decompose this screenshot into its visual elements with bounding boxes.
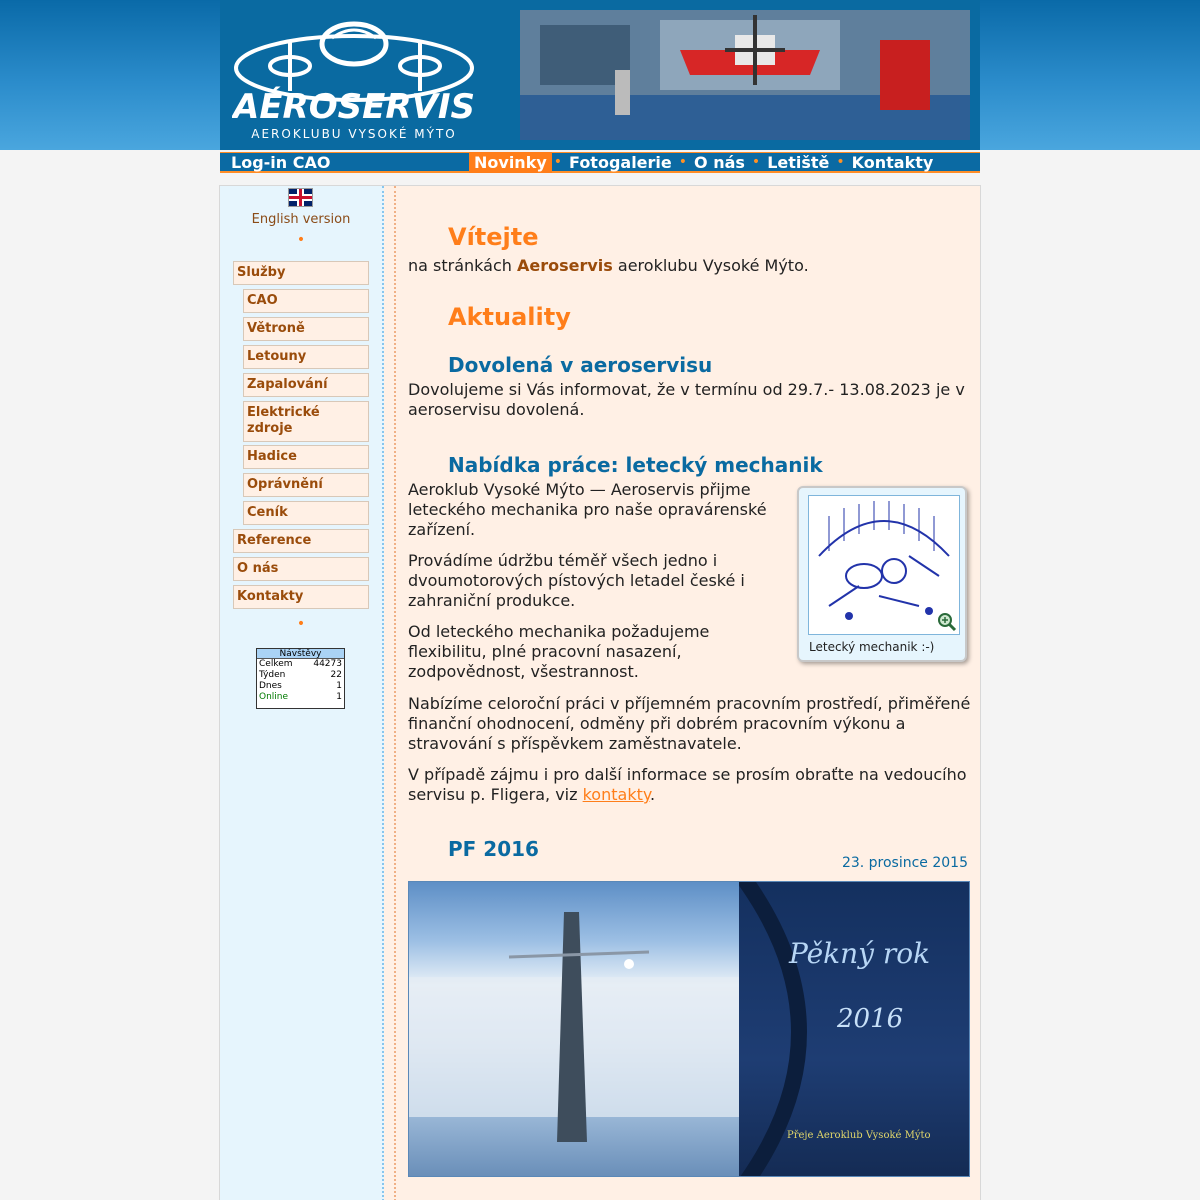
- nav-login-cao[interactable]: Log-in CAO: [231, 152, 331, 172]
- mechanic-figure[interactable]: [797, 486, 967, 662]
- sidebar-item-cenik[interactable]: Ceník: [243, 501, 369, 525]
- sidebar-item-cao[interactable]: CAO: [243, 289, 369, 313]
- welcome-title: Vítejte: [448, 223, 539, 251]
- pf-signature: Přeje Aeroklub Vysoké Mýto: [787, 1130, 931, 1141]
- nav-novinky[interactable]: Novinky: [469, 152, 552, 173]
- sidebar: [220, 186, 384, 1200]
- article-title: Nabídka práce: letecký mechanik: [448, 453, 823, 477]
- header: [220, 0, 980, 150]
- toplist-row: Celkem 44273: [259, 659, 342, 669]
- nav-separator: •: [836, 153, 845, 170]
- column-divider: [386, 186, 396, 1200]
- toplist-row: Týden 22: [259, 670, 342, 680]
- kontakty-link[interactable]: kontakty: [582, 785, 651, 804]
- nav-fotogalerie[interactable]: Fotogalerie: [569, 152, 672, 172]
- article-text: Od leteckého mechanika požadujeme flexibilitu, plné pracovní nasazení, zodpovědnost, všestrannost.: [408, 622, 710, 681]
- article-date: 23. prosince 2015: [841, 855, 968, 871]
- sidebar-item-elektricke-zdroje[interactable]: Elektrické zdroje: [243, 401, 369, 442]
- nav-separator: •: [553, 153, 563, 170]
- nav-separator: •: [678, 153, 688, 170]
- aeroservis-logo[interactable]: [232, 6, 477, 146]
- nav-letiste[interactable]: Letiště: [767, 152, 830, 172]
- figure-caption: Letecký mechanik :-): [809, 640, 935, 654]
- sidebar-item-hadice[interactable]: Hadice: [243, 445, 369, 469]
- logo-subtitle: AEROKLUBU VYSOKÉ MÝTO: [251, 127, 457, 141]
- logo-title: AÉROSERVIS: [233, 87, 475, 127]
- sidebar-item-opravneni[interactable]: Oprávnění: [243, 473, 369, 497]
- sidebar-item-reference[interactable]: Reference: [233, 529, 369, 553]
- hangar-photo: [520, 10, 970, 140]
- article-text: Nabízíme celoroční práci v příjemném pracovním prostředí, přiměřené finanční ohodnocení, odměny při dobrém pracovním výkonu a stravování s příspěvkem zaměstnavatele.: [408, 694, 971, 753]
- article-text: Provádíme údržbu téměř všech jedno i dvoumotorových pístových letadel české i zahraniční produkce.: [408, 551, 745, 610]
- sidebar-item-kontakty[interactable]: Kontakty: [233, 585, 369, 609]
- toplist-counter[interactable]: [256, 648, 345, 709]
- nav-kontakty[interactable]: Kontakty: [851, 152, 934, 172]
- sidebar-item-zapalovani[interactable]: Zapalování: [243, 373, 369, 397]
- article-title: Dovolená v aeroservisu: [448, 353, 713, 377]
- pf-2016-image[interactable]: [408, 881, 970, 1177]
- toplist-row: Dnes 1: [259, 681, 342, 691]
- sidebar-bullet: •: [296, 232, 306, 248]
- pf-greeting: Pěkný rok: [789, 937, 931, 970]
- sidebar-item-sluzby[interactable]: Služby: [233, 261, 369, 285]
- uk-flag-icon[interactable]: [288, 188, 313, 207]
- news-title: Aktuality: [448, 303, 571, 331]
- toplist-row: Online 1: [259, 692, 342, 702]
- nav-o-nas[interactable]: O nás: [694, 152, 745, 172]
- sidebar-item-letouny[interactable]: Letouny: [243, 345, 369, 369]
- article-text: V případě zájmu i pro další informace se prosím obraťte na vedoucího servisu p. Fligera, viz kontakty.: [408, 765, 967, 804]
- nav-separator: •: [751, 153, 761, 170]
- page-body: [219, 185, 981, 1200]
- sidebar-item-vetrone[interactable]: Větroně: [243, 317, 369, 341]
- sidebar-bullet: •: [296, 616, 306, 632]
- english-version-link[interactable]: English version: [251, 212, 351, 227]
- sidebar-item-o-nas[interactable]: O nás: [233, 557, 369, 581]
- article-title: PF 2016: [448, 837, 539, 861]
- zoom-icon[interactable]: [937, 612, 957, 632]
- article-text: Dovolujeme si Vás informovat, že v termínu od 29.7.- 13.08.2023 je v aeroservisu dovolená.: [408, 380, 965, 419]
- pf-year: 2016: [837, 1004, 904, 1034]
- article-text: Aeroklub Vysoké Mýto — Aeroservis přijme leteckého mechanika pro naše opravárenské zařízení.: [408, 480, 767, 539]
- mechanic-cartoon-image[interactable]: [808, 495, 960, 635]
- welcome-text: na stránkách Aeroservis aeroklubu Vysoké Mýto.: [408, 256, 809, 275]
- main-nav: [220, 152, 980, 173]
- toplist-title: Návštěvy: [257, 649, 344, 659]
